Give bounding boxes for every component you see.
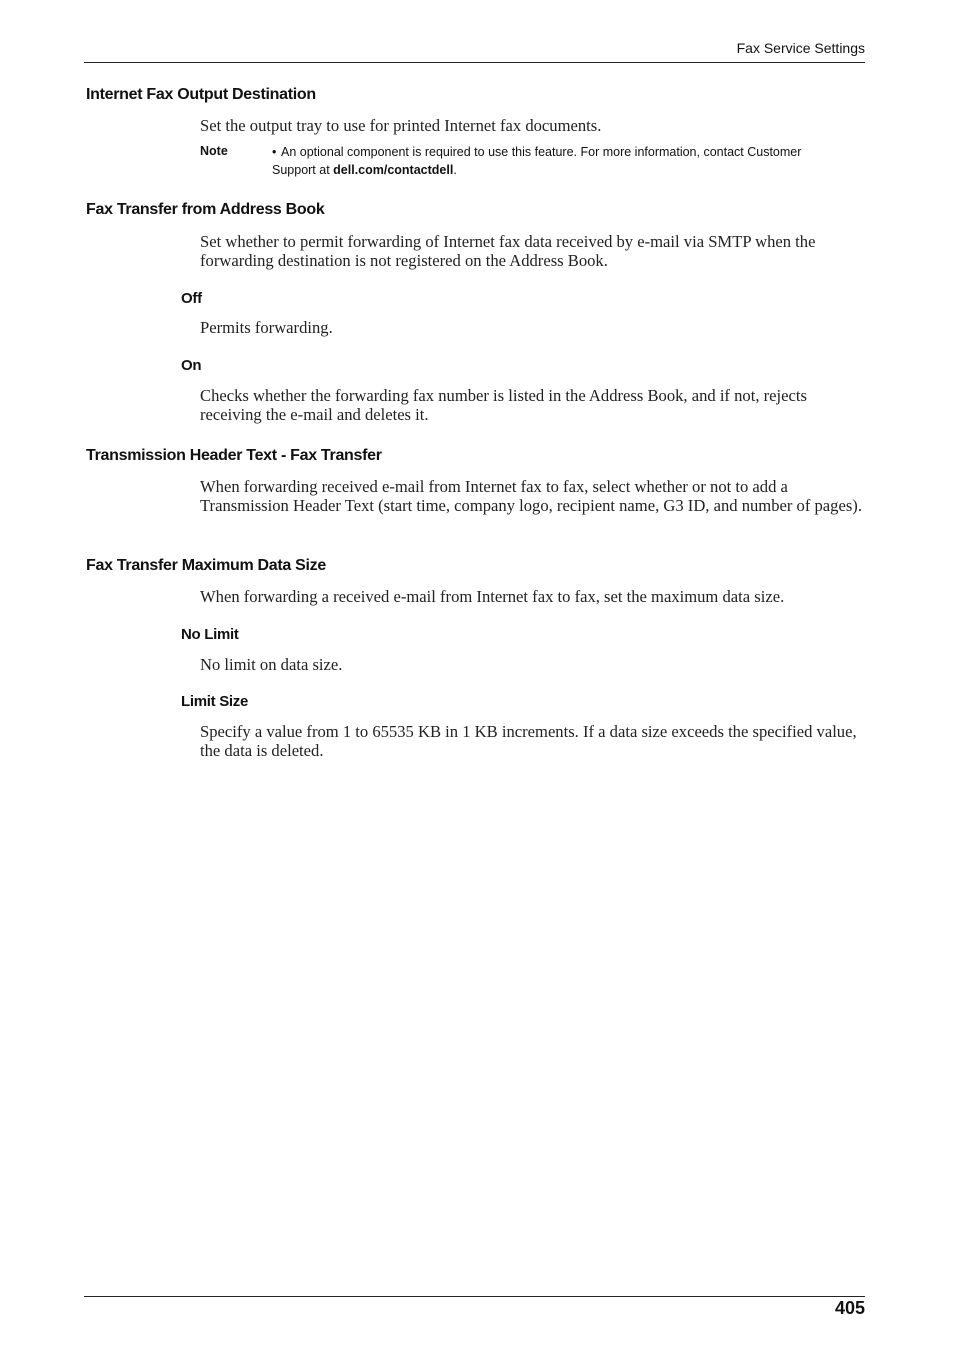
header-divider [84, 62, 865, 63]
option-body-off: Permits forwarding. [200, 318, 333, 337]
option-body-limit-size: Specify a value from 1 to 65535 KB in 1 KB increments. If a data size exceeds the specified value, the data is deleted. [200, 722, 857, 760]
section-body-fax-transfer-address-book: Set whether to permit forwarding of Internet fax data received by e-mail via SMTP when the forwarding destination is not registered on the Address Book. [200, 232, 816, 270]
option-title-no-limit: No Limit [181, 626, 239, 643]
note-label: Note [200, 144, 228, 158]
option-body-no-limit: No limit on data size. [200, 655, 343, 674]
contact-support-link[interactable]: dell.com/contactdell [333, 163, 454, 177]
section-body-fax-transfer-max-size: When forwarding a received e-mail from Internet fax to fax, set the maximum data size. [200, 587, 785, 606]
note-text-part-2: . [453, 163, 457, 177]
option-body-on: Checks whether the forwarding fax number is listed in the Address Book, and if not, rejects receiving the e-mail and deletes it. [200, 386, 807, 424]
section-title-internet-fax-output: Internet Fax Output Destination [86, 86, 316, 103]
section-body-transmission-header: When forwarding received e-mail from Internet fax to fax, select whether or not to add a Transmission Header Text (start time, company logo, recipient name, G3 ID, and number of pages). [200, 477, 862, 515]
option-title-on: On [181, 357, 202, 374]
running-header-title: Fax Service Settings [736, 40, 865, 56]
section-title-transmission-header: Transmission Header Text - Fax Transfer [86, 447, 382, 464]
page-number: 405 [834, 1298, 865, 1318]
option-title-off: Off [181, 290, 202, 307]
note-text-part-1: An optional component is required to use this feature. For more information, contact Customer Support at [272, 145, 802, 177]
footer-divider [84, 1296, 865, 1297]
section-title-fax-transfer-max-size: Fax Transfer Maximum Data Size [86, 557, 326, 574]
note-bullet: • [272, 145, 277, 159]
section-body-internet-fax-output: Set the output tray to use for printed Internet fax documents. [200, 116, 602, 135]
section-title-fax-transfer-address-book: Fax Transfer from Address Book [86, 201, 325, 218]
option-title-limit-size: Limit Size [181, 693, 249, 710]
note-text [272, 143, 842, 179]
